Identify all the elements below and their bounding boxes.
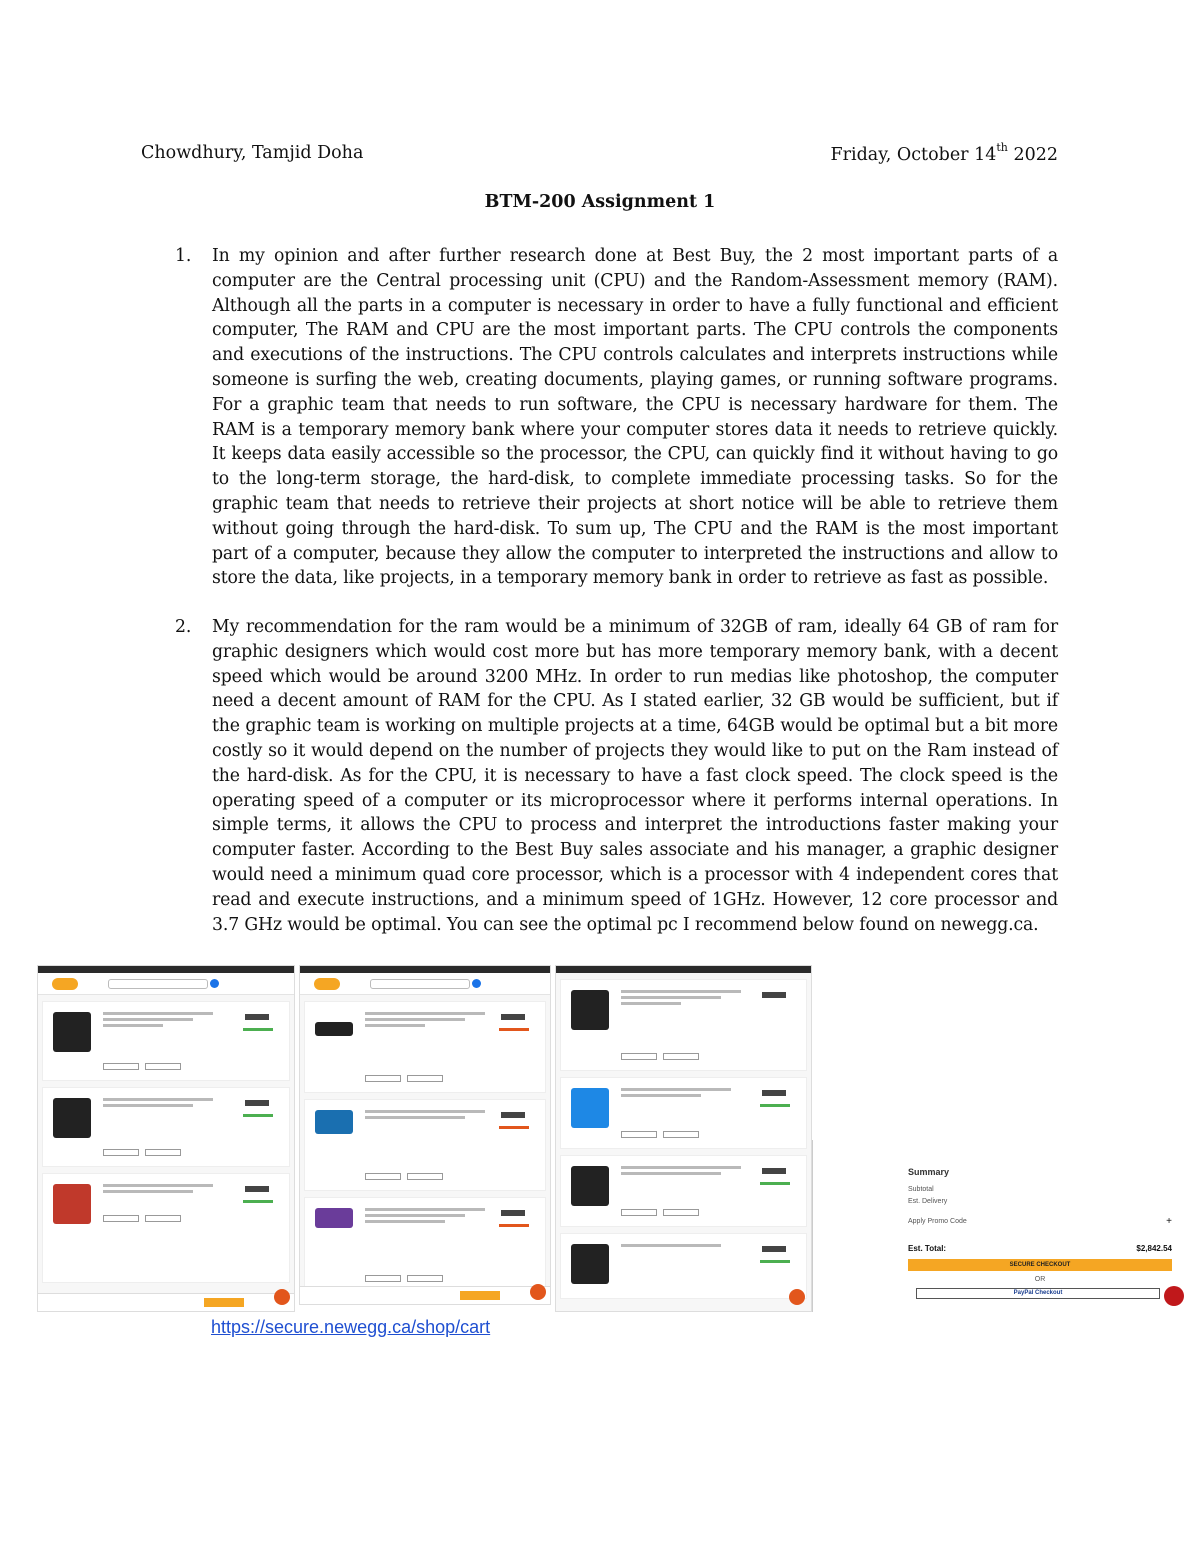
cart-screenshot-1 — [37, 965, 295, 1312]
list-number: 1. — [175, 246, 192, 266]
chat-icon — [789, 1289, 805, 1305]
date-suffix: 2022 — [1007, 144, 1058, 165]
document-date — [830, 143, 1058, 165]
add-promo-icon[interactable]: + — [1166, 1216, 1172, 1227]
answer-paragraph: In my opinion and after further research done at Best Buy, the 2 most important parts of a computer are the Central processing unit (CPU) and the Random-Assessment memory (RAM). Although all the parts in a computer is necessary in order to have a fully functional and efficient computer, The RAM and CPU are the most important parts. The CPU controls the components and executions of the instructions. The CPU controls calculates and interprets instructions while someone is surfing the web, creating documents, playing games, or running software programs. For a graphic team that needs to run software, the CPU is necessary hardware for them. The RAM is a temporary memory bank where your computer stores data it needs to retrieve quickly. It keeps data easily accessible so the processor, the CPU, can quickly find it without having to go to the long-term storage, the hard-disk, to complete immediate processing tasks. So for the graphic team that needs to retrieve their projects at short notice will be able to retrieve them without going through the hard-disk. To sum up, The CPU and the RAM is the most important part of a computer, because they allow the computer to interpreted the instructions and allow to store the data, like projects, in a temporary memory bank in order to retrieve as fast as possible. — [212, 246, 1058, 589]
date-superscript: th — [996, 141, 1008, 154]
cart-screenshots — [37, 965, 1190, 1315]
total-value: $2,842.54 — [1136, 1244, 1172, 1253]
summary-subtotal-row: Subtotal — [908, 1186, 934, 1193]
cart-item — [560, 1077, 807, 1149]
estimated-total: Est. Total: $2,842.54 — [908, 1244, 1172, 1253]
summary-title: Summary — [908, 1167, 950, 1177]
secure-checkout-button[interactable]: SECURE CHECKOUT — [908, 1259, 1172, 1271]
cart-item — [560, 979, 807, 1071]
cart-item — [304, 1197, 546, 1293]
cart-item — [304, 1001, 546, 1093]
cart-item — [304, 1099, 546, 1191]
date-prefix: Friday, October 14 — [830, 144, 997, 165]
promo-code-row[interactable]: Apply Promo Code — [908, 1218, 967, 1225]
chat-icon — [274, 1289, 290, 1305]
cart-screenshot-2 — [299, 965, 551, 1305]
cart-item — [42, 1001, 290, 1081]
document-header — [141, 143, 1058, 167]
answer-list-item-2 — [141, 615, 1058, 937]
cart-item — [560, 1155, 807, 1227]
list-number: 2. — [175, 617, 192, 637]
search-bar — [370, 979, 470, 989]
chat-icon — [530, 1284, 546, 1300]
order-summary — [812, 1140, 1190, 1312]
cart-item — [560, 1233, 807, 1299]
answer-paragraph: My recommendation for the ram would be a minimum of 32GB of ram, ideally 64 GB of ram for graphic designers which would cost more but has more temporary memory bank, with a decent speed which would be around 3200 MHz. In order to run medias like photoshop, the computer need a decent amount of RAM for the CPU. As I stated earlier, 32 GB would be sufficient, but if the graphic team is working on multiple projects at a time, 64GB would be optimal but a bit more costly so it would depend on the number of projects they would like to put on the Ram instead of the hard-disk. As for the CPU, it is necessary to have a fast clock speed. The clock speed is the operating speed of a computer or its microprocessor where it performs internal operations. In simple terms, it allows the CPU to process and interpret the introductions faster making your computer faster. According to the Best Buy sales associate and his manager, a graphic designer would need a minimum quad core processor, which is a processor with 4 independent cores that read and execute instructions, and a minimum speed of 1GHz. However, 12 core processor and 3.7 GHz would be optimal. You can see the optimal pc I recommend below found on newegg.ca. — [212, 617, 1058, 935]
chat-icon[interactable] — [1164, 1286, 1184, 1306]
page-title: BTM-200 Assignment 1 — [484, 192, 716, 212]
cart-screenshot-3 — [555, 965, 812, 1312]
cart-item — [42, 1087, 290, 1167]
cart-link[interactable]: https://secure.newegg.ca/shop/cart — [211, 1317, 491, 1337]
answer-list-item-1 — [141, 244, 1058, 591]
author-name: Chowdhury, Tamjid Doha — [141, 143, 364, 163]
or-divider: OR — [1034, 1276, 1046, 1283]
search-bar — [108, 979, 208, 989]
cart-item — [42, 1173, 290, 1283]
newegg-logo — [314, 978, 340, 990]
newegg-logo — [52, 978, 78, 990]
summary-delivery-row: Est. Delivery — [908, 1198, 948, 1205]
paypal-checkout-button[interactable]: PayPal Checkout — [916, 1288, 1160, 1299]
